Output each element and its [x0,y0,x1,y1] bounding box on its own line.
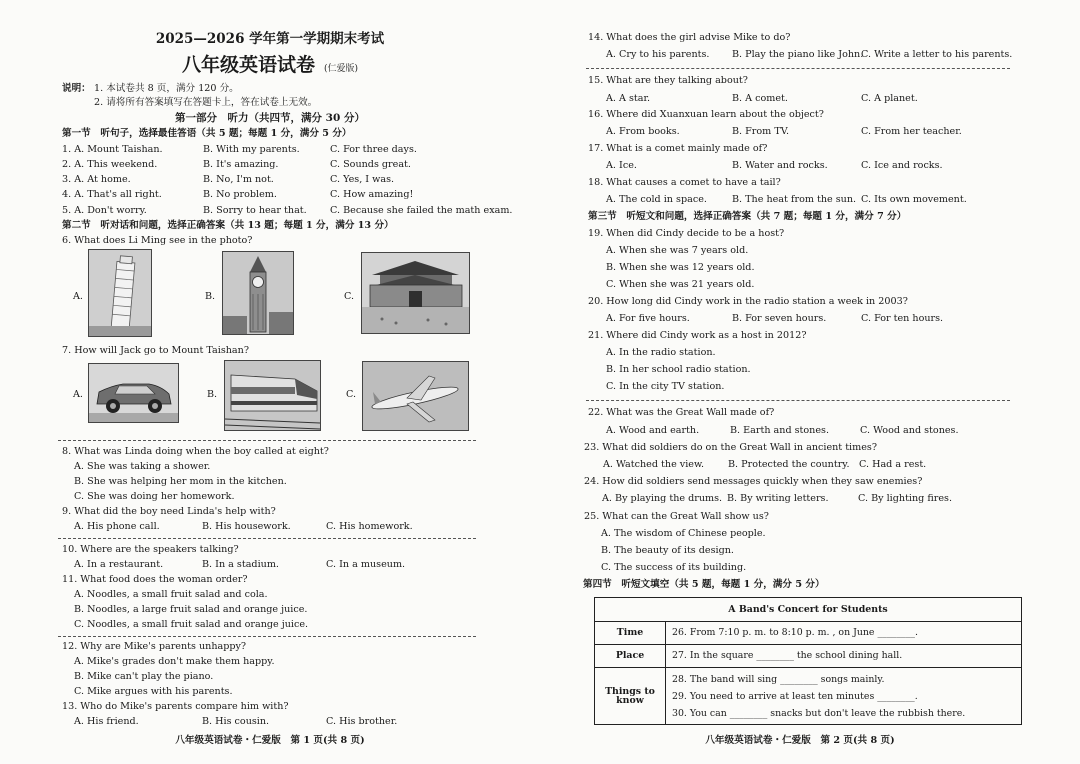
page-footer: 八年级英语试卷・仁爱版 第 2 页(共 8 页) [705,735,895,746]
q6-stem: 6. What does Li Ming see in the photo? [62,235,253,246]
q21-option-c: C. In the city TV station. [606,381,725,392]
q9-stem: 9. What did the boy need Linda's help with? [62,506,276,517]
section1-title: 第一节 听句子，选择最佳答语（共 5 题；每题 1 分，满分 5 分） [62,128,352,139]
q11-stem: 11. What food does the woman order? [62,574,248,585]
q13-option-c: C. His brother. [326,716,398,727]
q24-stem: 24. How did soldiers send messages quickly when they saw enemies? [584,476,923,487]
q15-option-b: B. A comet. [732,93,788,104]
item-30: 30. You can ________ snacks but don't leave the rubbish there. [672,707,966,719]
q23-option-a: A. Watched the view. [603,459,705,470]
q8-option-b: B. She was helping her mom in the kitchen. [74,476,287,487]
q12-stem: 12. Why are Mike's parents unhappy? [62,641,247,652]
q10-stem: 10. Where are the speakers talking? [62,544,239,555]
place-label: Place [595,645,666,668]
q17-stem: 17. What is a comet mainly made of? [588,143,768,154]
q5-option-a: 5. A. Don't worry. [62,205,147,216]
q18-option-c: C. Its own movement. [861,194,967,205]
q22-option-b: B. Earth and stones. [730,425,830,436]
item-28: 28. The band will sing ________ songs mainly. [672,673,885,685]
q11-option-a: A. Noodles, a small fruit salad and cola. [74,589,268,600]
q11-option-b: B. Noodles, a large fruit salad and orange juice. [74,604,308,615]
q2-option-c: C. Sounds great. [330,159,411,170]
big-ben-photo [222,251,294,335]
q15-option-a: A. A star. [606,93,651,104]
q5-option-c: C. Because she failed the math exam. [330,205,513,216]
q6-label-a: A. [73,291,83,302]
time-label: Time [595,622,666,645]
q7-label-b: B. [207,389,218,400]
q14-option-b: B. Play the piano like John. [732,49,864,60]
q19-stem: 19. When did Cindy decide to be a host? [588,228,785,239]
q19-option-b: B. When she was 12 years old. [606,262,755,273]
q1-option-b: B. With my parents. [203,144,300,155]
q16-stem: 16. Where did Xuanxuan learn about the object? [588,109,824,120]
q16-option-a: A. From books. [606,126,680,137]
q10-option-c: C. In a museum. [326,559,406,570]
q15-stem: 15. What are they talking about? [588,75,748,86]
q23-option-b: B. Protected the country. [728,459,850,470]
time-row-text: 26. From 7:10 p. m. to 8:10 p. m. , on June ________. [666,622,1022,645]
q21-stem: 21. Where did Cindy work as a host in 2012? [588,330,807,341]
q1-option-c: C. For three days. [330,144,417,155]
q8-option-c: C. She was doing her homework. [74,491,235,502]
q7-label-c: C. [346,389,357,400]
page-footer: 八年级英语试卷・仁爱版 第 1 页(共 8 页) [175,735,365,746]
q10-option-a: A. In a restaurant. [74,559,164,570]
q23-stem: 23. What did soldiers do on the Great Wall in ancient times? [584,442,877,453]
q19-option-c: C. When she was 21 years old. [606,279,755,290]
q24-option-a: A. By playing the drums. [602,493,723,504]
q12-option-c: C. Mike argues with his parents. [74,686,233,697]
q6-label-b: B. [205,291,216,302]
q8-option-a: A. She was taking a shower. [74,461,211,472]
concert-info-table [594,597,1022,725]
q20-option-a: A. For five hours. [606,313,690,324]
q19-option-a: A. When she was 7 years old. [606,245,749,256]
item-29: 29. You need to arrive at least ten minutes ________. [672,690,918,702]
q7-label-a: A. [73,389,83,400]
q2-option-b: B. It's amazing. [203,159,279,170]
q20-option-c: C. For ten hours. [861,313,944,324]
things-to-know-label: Things to know [595,668,666,725]
q15-option-c: C. A planet. [861,93,918,104]
q6-label-c: C. [344,291,355,302]
q3-option-b: B. No, I'm not. [203,174,274,185]
tiananmen-photo [361,252,470,334]
q4-option-a: 4. A. That's all right. [62,189,162,200]
q5-option-b: B. Sorry to hear that. [203,205,307,216]
exam-page-2 [540,0,1080,764]
q13-stem: 13. Who do Mike's parents compare him with? [62,701,289,712]
cut-line [586,400,1010,401]
edition-label: (仁爱版) [324,64,359,74]
q10-option-b: B. In a stadium. [202,559,279,570]
q18-stem: 18. What causes a comet to have a tail? [588,177,781,188]
q11-option-c: C. Noodles, a small fruit salad and orange juice. [74,619,309,630]
q4-option-b: B. No problem. [203,189,277,200]
leaning-tower-photo [88,249,152,337]
place-row-text: 27. In the square ________ the school dining hall. [666,645,1022,668]
cut-line [58,440,476,441]
q17-option-c: C. Ice and rocks. [861,160,943,171]
q9-option-c: C. His homework. [326,521,413,532]
section3-title: 第三节 听短文和问题，选择正确答案（共 7 题；每题 1 分，满分 7 分） [588,211,907,222]
q8-stem: 8. What was Linda doing when the boy called at eight? [62,446,329,457]
q25-option-b: B. The beauty of its design. [601,545,734,556]
q13-option-b: B. His cousin. [202,716,270,727]
section4-title: 第四节 听短文填空（共 5 题，每题 1 分，满分 5 分） [583,579,825,590]
cut-line [58,636,476,637]
cut-line [58,538,476,539]
cut-line [586,68,1010,69]
q20-option-b: B. For seven hours. [732,313,827,324]
paper-title-row [0,56,540,75]
q20-stem: 20. How long did Cindy work in the radio station a week in 2003? [588,296,908,307]
q1-option-a: 1. A. Mount Taishan. [62,144,163,155]
notes-label: 说明： [62,83,91,94]
q9-option-a: A. His phone call. [74,521,160,532]
car-photo [88,363,179,423]
train-photo [224,360,321,431]
things-to-know-cell [666,668,1022,725]
q3-option-a: 3. A. At home. [62,174,131,185]
q12-option-a: A. Mike's grades don't make them happy. [74,656,275,667]
q13-option-a: A. His friend. [74,716,139,727]
q14-option-a: A. Cry to his parents. [606,49,710,60]
table-title: A Band's Concert for Students [595,598,1022,622]
q22-stem: 22. What was the Great Wall made of? [588,407,775,418]
q21-option-b: B. In her school radio station. [606,364,751,375]
q12-option-b: B. Mike can't play the piano. [74,671,214,682]
q25-option-a: A. The wisdom of Chinese people. [601,528,766,539]
part1-title: 第一部分 听力（共四节，满分 30 分） [175,112,365,124]
q18-option-a: A. The cold in space. [606,194,707,205]
q21-option-a: A. In the radio station. [606,347,716,358]
exam-title: 2025—2026 学年第一学期期末考试 [155,31,385,47]
q22-option-c: C. Wood and stones. [860,425,959,436]
q4-option-c: C. How amazing! [330,189,414,200]
note-1: 1. 本试卷共 8 页，满分 120 分。 [94,83,239,94]
q24-option-c: C. By lighting fires. [858,493,953,504]
q22-option-a: A. Wood and earth. [606,425,700,436]
q16-option-c: C. From her teacher. [861,126,962,137]
plane-photo [362,361,469,431]
q9-option-b: B. His housework. [202,521,291,532]
q17-option-a: A. Ice. [606,160,637,171]
q16-option-b: B. From TV. [732,126,790,137]
q25-option-c: C. The success of its building. [601,562,747,573]
note-2: 2. 请将所有答案填写在答题卡上，答在试卷上无效。 [94,97,318,108]
q2-option-a: 2. A. This weekend. [62,159,158,170]
q14-option-c: C. Write a letter to his parents. [861,49,1013,60]
q25-stem: 25. What can the Great Wall show us? [584,511,769,522]
paper-title: 八年级英语试卷 [181,54,315,76]
q24-option-b: B. By writing letters. [727,493,829,504]
q3-option-c: C. Yes, I was. [330,174,395,185]
q17-option-b: B. Water and rocks. [732,160,828,171]
section2-title: 第二节 听对话和问题，选择正确答案（共 13 题；每题 1 分，满分 13 分） [62,220,394,231]
q14-stem: 14. What does the girl advise Mike to do? [588,32,791,43]
q7-stem: 7. How will Jack go to Mount Taishan? [62,345,249,356]
q18-option-b: B. The heat from the sun. [732,194,857,205]
q23-option-c: C. Had a rest. [859,459,927,470]
